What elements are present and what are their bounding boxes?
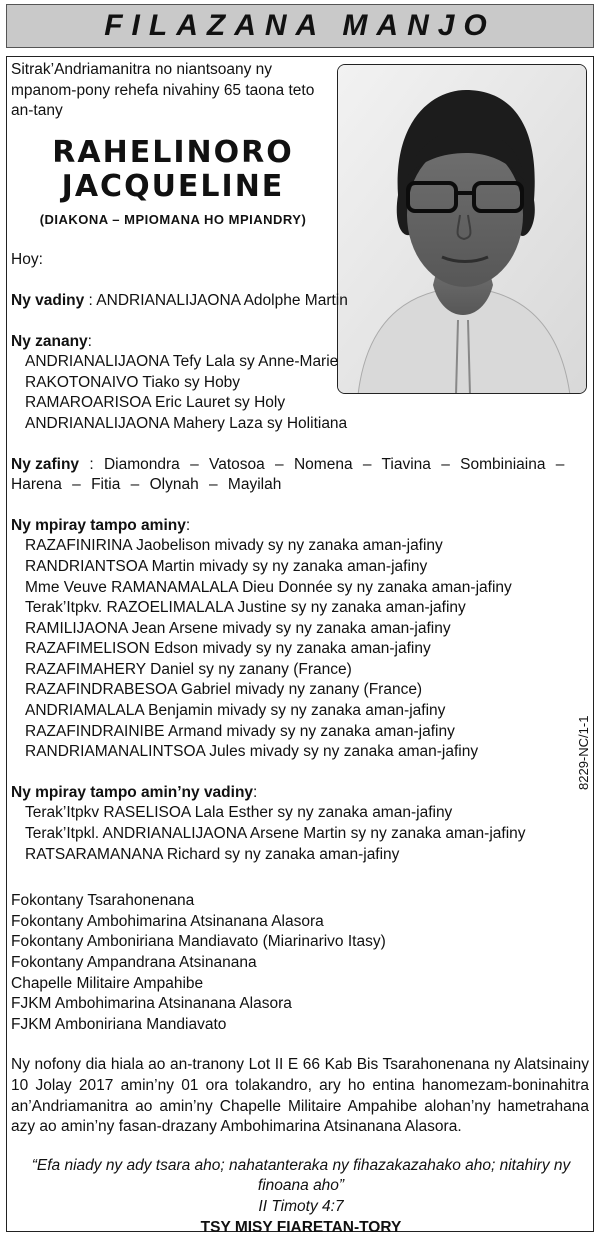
spouse-value: : ANDRIANALIJAONA Adolphe Martin — [84, 291, 348, 309]
list-item: RANDRIAMANALINTSOA Jules mivady sy ny zanaka aman-jafiny — [25, 743, 479, 761]
list-item: RANDRIANTSOA Martin mivady sy ny zanaka aman-jafiny — [25, 557, 428, 575]
list-item: FJKM Ambohimarina Atsinanana Alasora — [11, 995, 292, 1013]
reference-code: 8229-NC/1-1 — [576, 715, 591, 790]
list-item: FJKM Amboniriana Mandiavato — [11, 1015, 227, 1033]
deceased-name — [11, 136, 335, 204]
list-item: RAZAFINDRAINIBE Armand mivady sy ny zanaka aman-jafiny — [25, 722, 455, 740]
list-item: Mme Veuve RAMANAMALALA Dieu Donnée sy ny zanaka aman-jafiny — [25, 578, 512, 596]
hoy-label: Hoy: — [11, 251, 43, 269]
deceased-role: (DIAKONA – MPIOMANA HO MPIANDRY) — [39, 211, 307, 227]
list-item: Terak’Itpkl. ANDRIANALIJAONA Arsene Martin sy ny zanaka aman-jafiny — [25, 825, 526, 843]
communities-section — [11, 891, 591, 1035]
siblings-suffix: : — [185, 516, 191, 534]
list-item: ANDRIANALIJAONA Mahery Laza sy Holitiana — [25, 414, 348, 432]
list-item: RAZAFIMELISON Edson mivady sy ny zanaka aman-jafiny — [25, 640, 431, 658]
list-item: ANDRIAMALALA Benjamin mivady sy ny zanaka aman-jafiny — [25, 702, 446, 720]
list-item: ANDRIANALIJAONA Tefy Lala sy Anne-Marie — [25, 353, 339, 371]
intro-text: Sitrak’Andriamanitra no niantsoany ny mpanom-pony rehefa nivahiny 65 taona teto an-tany — [11, 61, 315, 120]
grandchildren-value: : Diamondra – Vatosoa – Nomena – Tiavina – Sombiniaina – Harena – Fitia – Olynah – Mayilah — [11, 455, 565, 494]
list-item: Fokontany Ambohimarina Atsinanana Alasora — [11, 912, 324, 930]
list-item: RAKOTONAIVO Tiako sy Hoby — [25, 373, 241, 391]
siblings-section — [11, 516, 591, 763]
list-item: RAZAFIMAHERY Daniel sy ny zanany (France) — [25, 660, 352, 678]
funeral-announcement: Ny nofony dia hiala ao an-tranony Lot II E 66 Kab Bis Tsarahonenana ny Alatsinainy 10 Jolay 2017 amin’ny 01 ora tolakandro, ary ho entina hanomezam-boninahitra an’Andriamanitra ao amin’ny Chapelle Militaire Ampahibe alohan’ny hametrahana azy ao amin’ny fasan-drazany Ambohimarina Atsinanana Alasora. — [11, 1056, 589, 1136]
children-suffix: : — [87, 332, 92, 350]
list-item: Fokontany Amboniriana Mandiavato (Miarinarivo Itasy) — [11, 933, 386, 951]
spouse-siblings-suffix: : — [253, 783, 258, 801]
spouse-siblings-label: Ny mpiray tampo amin’ny vadiny — [11, 783, 254, 801]
bible-reference: II Timoty 4:7 — [258, 1197, 344, 1215]
list-item: Terak’Itpkv RASELISOA Lala Esther sy ny zanaka aman-jafiny — [25, 804, 453, 822]
list-item: Fokontany Ampandrana Atsinanana — [11, 954, 257, 971]
list-item: Terak’Itpkv. RAZOELIMALALA Justine sy ny zanaka aman-jafiny — [25, 599, 466, 617]
bible-quote: “Efa niady ny ady tsara aho; nahatanteraka ny fihazakazahako aho; nitahiry ny finoana aho” — [31, 1156, 571, 1195]
grandchildren-line — [11, 455, 589, 496]
deceased-name-line2: JACQUELINE — [61, 168, 285, 204]
siblings-label: Ny mpiray tampo aminy — [11, 516, 186, 534]
spouse-label: Ny vadiny — [11, 291, 85, 309]
list-item: RAMAROARISOA Eric Lauret sy Holy — [25, 394, 286, 412]
notice-content — [11, 60, 591, 1238]
deceased-name-line1: RAHELINORO — [52, 134, 294, 170]
grandchildren-label: Ny zafiny — [11, 455, 80, 473]
notice-header — [6, 4, 594, 48]
spouse-line — [11, 291, 591, 312]
list-item: RAMILIJAONA Jean Arsene mivady sy ny zanaka aman-jafiny — [25, 619, 451, 637]
children-section — [11, 332, 591, 435]
list-item: RATSARAMANANA Richard sy ny zanaka aman-jafiny — [25, 845, 400, 863]
list-item: RAZAFINDRABESOA Gabriel mivady ny zanany (France) — [25, 681, 423, 699]
header-title: FILAZANA MANJO — [104, 9, 496, 42]
list-item: RAZAFINIRINA Jaobelison mivady sy ny zanaka aman-jafiny — [25, 537, 443, 555]
spouse-siblings-section — [11, 783, 591, 865]
children-label: Ny zanany — [11, 332, 88, 350]
footer-text: TSY MISY FIARETAN-TORY — [200, 1218, 402, 1236]
list-item: Fokontany Tsarahonenana — [11, 892, 195, 910]
list-item: Chapelle Militaire Ampahibe — [11, 974, 204, 992]
